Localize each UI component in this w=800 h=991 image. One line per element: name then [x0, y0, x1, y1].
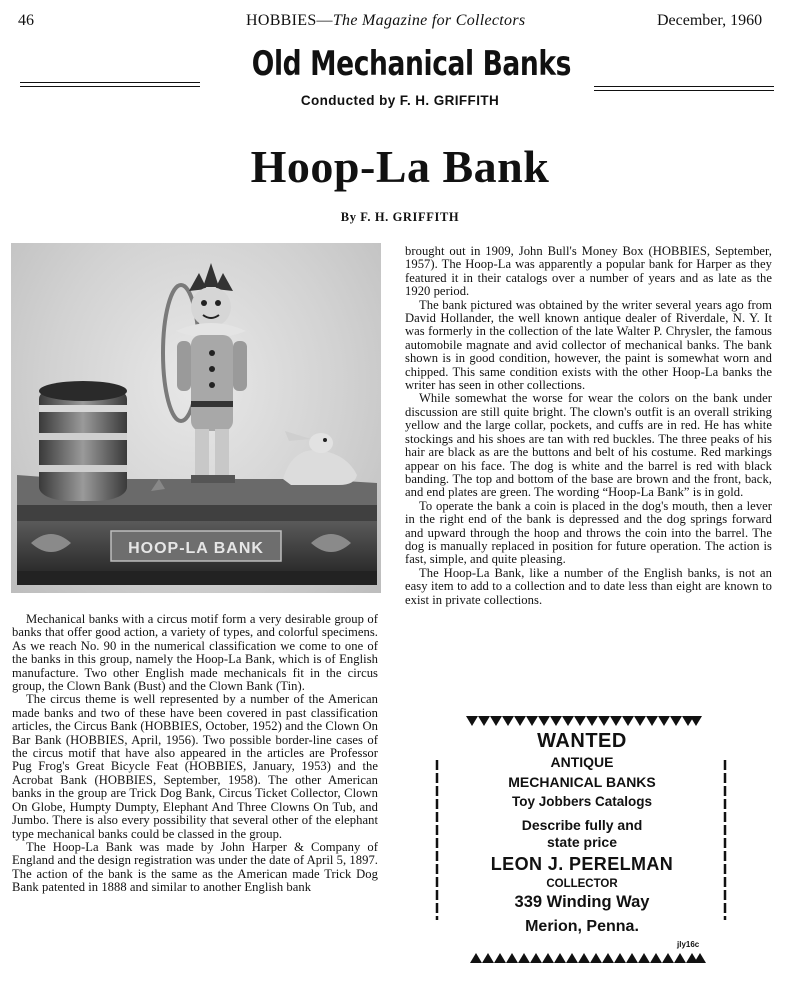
article-title: Hoop-La Bank — [250, 141, 550, 192]
ad-collector: COLLECTOR — [546, 878, 618, 890]
paragraph: While somewhat the worse for wear the colors on the bank under discussion are still quite bright. The clown's outfit is an overall striking yellow and the large collar, pockets, and cuffs are in red. He has white stockings and his shoes are tan with red buckles. The three peaks of his hair are black as are the buttons and belt of his costume. Red markings appear on his face. The dog is white and the barrel is red with black banding. The top and bottom of the base are brown and the front, back, and end plates are green. The wording “Hoop-La Bank” is in gold. — [405, 391, 772, 500]
paragraph: brought out in 1909, John Bull's Money Box (HOBBIES, September, 1957). The Hoop-La was apparently a popular bank for Harper as they featured it in their catalogs over a number of years and as late as the 1920 period. — [405, 244, 772, 299]
ad-mechanical-banks: MECHANICAL BANKS — [508, 774, 656, 790]
issue-date: December, 1960 — [657, 12, 763, 29]
ad-toy-jobbers: Toy Jobbers Catalogs — [511, 794, 653, 809]
right-column — [405, 245, 772, 607]
ad-state-price: state price — [546, 834, 618, 850]
paragraph: To operate the bank a coin is placed in the dog's mouth, then a lever in the right end of the bank is depressed and the dog springs forward and upward through the hoop and throws the coin into the barrel. The dog is manually replaced in position for future operation. The action is fast, simple, and quite pleasing. — [405, 498, 772, 567]
article-byline: By F. H. GRIFFITH — [340, 210, 460, 224]
hoop-la-bank-illustration — [11, 243, 381, 593]
column-title: Old Mechanical Banks — [251, 44, 572, 84]
ad-describe: Describe fully and — [521, 817, 643, 833]
heading-rule-right — [594, 86, 774, 91]
ad-wanted: WANTED — [537, 730, 627, 752]
ad-code: jly16c — [677, 940, 700, 949]
ad-name: LEON J. PERELMAN — [490, 854, 674, 874]
paragraph: The circus theme is well represented by a number of the American made banks and two of these have been covered in past classification articles, the Circus Bank (HOBBIES, October, 1952) and the Clown On Bar Bank (HOBBIES, April, 1956). Two possible border-line cases of the circus motif that have also appeared in the articles are Professor Pug Frog's Great Bicycle Feat (HOBBIES, January, 1953) and the Acrobat Bank (HOBBIES, September, 1958). The other American banks in the group are Trick Dog Bank, Circus Ticket Collector, Clown On Globe, Humpty Dumpty, Elephant And Three Clowns On Tub, and Jumbo. There is also every possibility that several other of the elephant type mechanical banks could be classed in the group. — [12, 692, 378, 841]
publication-italic: The Magazine for Collectors — [332, 12, 526, 29]
wanted-ad — [437, 716, 727, 966]
left-column — [12, 613, 378, 895]
heading-rule-left — [20, 82, 200, 87]
conducted-by: Conducted by F. H. GRIFFITH — [300, 93, 500, 108]
paragraph: Mechanical banks with a circus motif form a very desirable group of banks that offer good action, a variety of types, and colorful specimens. As we reach No. 90 in the numerical classification we come to one of the banks in this group, namely the Hoop-La Bank, which is of English manufacture. Two other English made mechanicals fit in the circus group, the Clown Bank (Bust) and the Clown Bank (Tin). — [12, 612, 378, 694]
page-number: 46 — [18, 12, 34, 29]
paragraph: The Hoop-La Bank, like a number of the English banks, is not an easy item to add to a collection and to date less than eight are known to exist in private collections. — [405, 565, 772, 607]
publication-plain: HOBBIES— — [246, 12, 333, 29]
ad-street: 339 Winding Way — [514, 893, 650, 911]
ad-city: Merion, Penna. — [525, 918, 639, 935]
paragraph: The Hoop-La Bank was made by John Harper & Company of England and the design registration was under the date of April 5, 1897. The action of the bank is the same as the American made Trick Dog Bank patented in 1888 and similar to another English bank — [12, 839, 378, 895]
photo-base-label: HOOP-LA BANK — [128, 540, 264, 557]
hoop-la-bank-photo — [11, 243, 381, 593]
ad-antique: ANTIQUE — [550, 754, 614, 770]
paragraph: The bank pictured was obtained by the writer several years ago from David Hollander, the well known antique dealer of Riverdale, N. Y. It was formerly in the collection of the late Walter P. Chrysler, the famous automobile magnate and avid collector of mechanical banks. The bank shown is in good condition, however, the paint is somewhat worn and chipped. This same condition exists with the other Hoop-La banks the writer has seen in other collections. — [405, 297, 772, 393]
publication-name — [246, 12, 525, 30]
